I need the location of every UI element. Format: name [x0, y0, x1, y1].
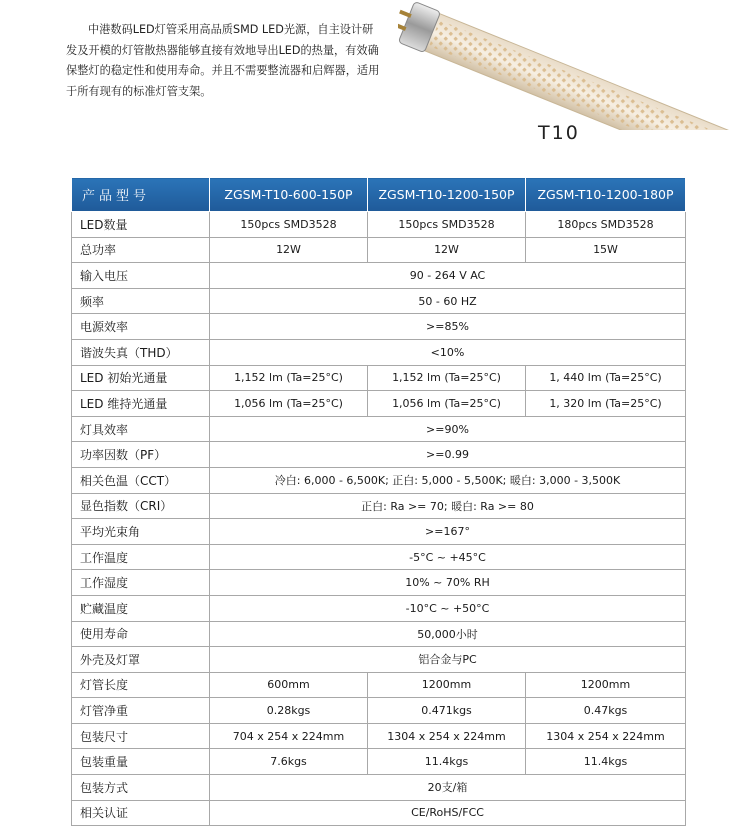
param-value: 0.471kgs	[368, 698, 526, 724]
param-value: CE/RoHS/FCC	[210, 800, 686, 826]
table-row	[72, 212, 686, 238]
param-name: 贮藏温度	[72, 595, 210, 621]
table-row	[72, 749, 686, 775]
spec-table	[71, 177, 686, 826]
table-row	[72, 698, 686, 724]
table-row	[72, 416, 686, 442]
param-value: 150pcs SMD3528	[210, 212, 368, 238]
param-value: 1,056 lm (Ta=25°C)	[368, 391, 526, 417]
param-name: 总功率	[72, 237, 210, 263]
param-value: -10°C ~ +50°C	[210, 595, 686, 621]
table-row	[72, 288, 686, 314]
param-name: 包装重量	[72, 749, 210, 775]
table-row	[72, 621, 686, 647]
param-value: 50 - 60 HZ	[210, 288, 686, 314]
param-name: LED数量	[72, 212, 210, 238]
param-name: 灯具效率	[72, 416, 210, 442]
model-series-label: T10	[538, 122, 580, 144]
param-name: 电源效率	[72, 314, 210, 340]
param-name: 相关色温（CCT）	[72, 467, 210, 493]
param-name: LED 维持光通量	[72, 391, 210, 417]
table-row	[72, 519, 686, 545]
table-row	[72, 263, 686, 289]
param-value: 0.47kgs	[526, 698, 686, 724]
led-tube-image	[398, 0, 746, 130]
table-row	[72, 775, 686, 801]
param-value: 1304 x 254 x 224mm	[368, 723, 526, 749]
table-row	[72, 647, 686, 673]
table-row	[72, 237, 686, 263]
param-value: 铝合金与PC	[210, 647, 686, 673]
param-value: 600mm	[210, 672, 368, 698]
param-value: 15W	[526, 237, 686, 263]
param-name: 灯管净重	[72, 698, 210, 724]
header-model: ZGSM-T10-1200-150P	[368, 178, 526, 212]
param-name: 工作湿度	[72, 570, 210, 596]
param-value: 11.4kgs	[368, 749, 526, 775]
param-value: 1, 320 lm (Ta=25°C)	[526, 391, 686, 417]
param-name: 显色指数（CRI）	[72, 493, 210, 519]
spec-table-body	[72, 212, 686, 826]
param-value: 冷白: 6,000 - 6,500K; 正白: 5,000 - 5,500K; 暖白: 3,000 - 3,500K	[210, 467, 686, 493]
param-name: 包装尺寸	[72, 723, 210, 749]
param-name: 工作温度	[72, 544, 210, 570]
table-row	[72, 595, 686, 621]
table-row	[72, 339, 686, 365]
param-value: 11.4kgs	[526, 749, 686, 775]
param-value: >=90%	[210, 416, 686, 442]
table-row	[72, 365, 686, 391]
product-intro	[66, 20, 382, 102]
param-value: -5°C ~ +45°C	[210, 544, 686, 570]
param-name: 频率	[72, 288, 210, 314]
table-row	[72, 493, 686, 519]
param-name: 灯管长度	[72, 672, 210, 698]
param-name: 使用寿命	[72, 621, 210, 647]
param-value: 12W	[368, 237, 526, 263]
header-model: ZGSM-T10-1200-180P	[526, 178, 686, 212]
table-row	[72, 314, 686, 340]
param-value: 1200mm	[526, 672, 686, 698]
param-value: 7.6kgs	[210, 749, 368, 775]
param-value: 90 - 264 V AC	[210, 263, 686, 289]
param-value: 12W	[210, 237, 368, 263]
table-row	[72, 672, 686, 698]
header-model: ZGSM-T10-600-150P	[210, 178, 368, 212]
param-value: >=0.99	[210, 442, 686, 468]
intro-text: 中港数码LED灯管采用高品质SMD LED光源，自主设计研发及开模的灯管散热器能够直接有效地导出LED的热量，有效确保整灯的稳定性和使用寿命。并且不需要整流器和启辉器，适用于所有现有的标准灯管支架。	[66, 23, 380, 98]
param-value: 1,056 lm (Ta=25°C)	[210, 391, 368, 417]
param-value: 50,000小时	[210, 621, 686, 647]
table-row	[72, 723, 686, 749]
param-value: 180pcs SMD3528	[526, 212, 686, 238]
param-value: 20支/箱	[210, 775, 686, 801]
param-value: >=167°	[210, 519, 686, 545]
param-name: 相关认证	[72, 800, 210, 826]
param-name: 外壳及灯罩	[72, 647, 210, 673]
table-row	[72, 467, 686, 493]
param-name: 谐波失真（THD）	[72, 339, 210, 365]
param-value: 10% ~ 70% RH	[210, 570, 686, 596]
param-value: 1,152 lm (Ta=25°C)	[368, 365, 526, 391]
param-value: 0.28kgs	[210, 698, 368, 724]
param-name: 功率因数（PF）	[72, 442, 210, 468]
param-name: LED 初始光通量	[72, 365, 210, 391]
param-name: 平均光束角	[72, 519, 210, 545]
param-value: 正白: Ra >= 70; 暖白: Ra >= 80	[210, 493, 686, 519]
param-value: 1304 x 254 x 224mm	[526, 723, 686, 749]
param-value: 150pcs SMD3528	[368, 212, 526, 238]
param-value: 1,152 lm (Ta=25°C)	[210, 365, 368, 391]
table-row	[72, 800, 686, 826]
param-name: 输入电压	[72, 263, 210, 289]
table-row	[72, 442, 686, 468]
param-value: 1, 440 lm (Ta=25°C)	[526, 365, 686, 391]
param-name: 包装方式	[72, 775, 210, 801]
table-row	[72, 544, 686, 570]
header-param-label: 产品型号	[72, 178, 210, 212]
param-value: >=85%	[210, 314, 686, 340]
table-row	[72, 570, 686, 596]
table-header-row	[72, 178, 686, 212]
param-value: 704 x 254 x 224mm	[210, 723, 368, 749]
param-value: <10%	[210, 339, 686, 365]
table-row	[72, 391, 686, 417]
param-value: 1200mm	[368, 672, 526, 698]
